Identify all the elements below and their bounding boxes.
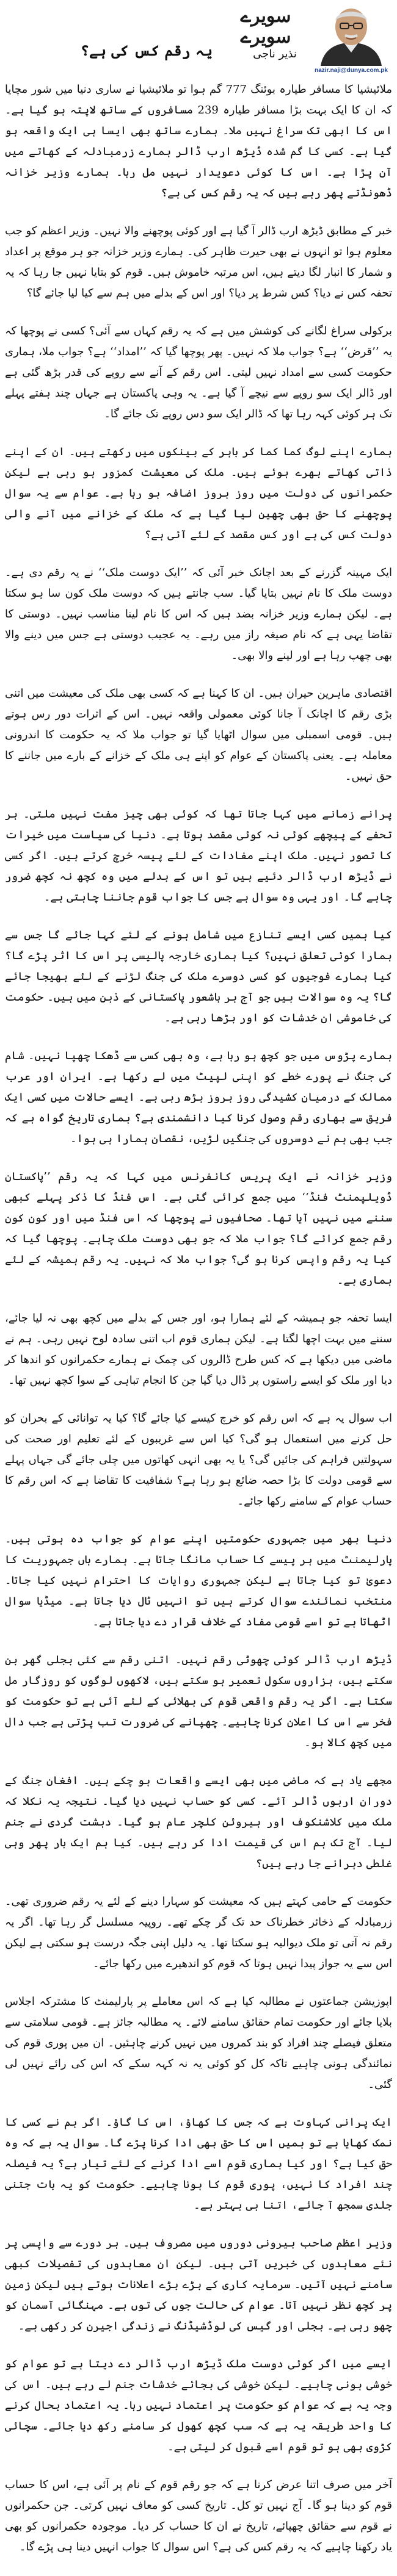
author-email[interactable]: nazir.naji@dunya.com.pk <box>315 67 388 74</box>
paragraph: خبر کے مطابق ڈیڑھ ارب ڈالر آ گیا ہے اور کوئی پوچھنے والا نہیں۔ وزیر اعظم کو جب معلوم ہوا تو انہوں نے بھی حیرت ظاہر کی۔ ہمارے وزیر خزانہ جو ہر موقع پر اعداد و شمار کا انبار لگا دیتے ہیں، اس مرتبہ خاموش ہیں۔ قوم کو بتایا نہیں جا رہا کہ یہ تحفہ کس نے دیا؟ کس شرط پر دیا؟ اور اس کے بدلے میں ہم سے کیا لیا جائے گا؟ <box>5 225 392 300</box>
paragraph: حکومت کے حامی کہتے ہیں کہ معیشت کو سہارا دینے کے لئے یہ رقم ضروری تھی۔ زرمبادلہ کے ذخائر خطرناک حد تک گر چکے تھے۔ روپیہ مسلسل گر رہا تھا۔ اگر یہ رقم نہ آتی تو ملک دیوالیہ ہو سکتا تھا۔ یہ دلیل اپنی جگہ درست ہو سکتی ہے لیکن اس سے یہ جواز پیدا نہیں ہوتا کہ قوم کو اندھیرے میں رکھا جائے۔ <box>5 1895 392 1970</box>
paragraph: دنیا بھر میں جمہوری حکومتیں اپنے عوام کو جواب دہ ہوتی ہیں۔ پارلیمنٹ میں ہر پیسے کا حساب مانگا جاتا ہے۔ ہمارے ہاں جمہوریت کا دعویٰ تو کیا جاتا ہے لیکن جمہوری روایات کا احترام نہیں کیا جاتا۔ منتخب نمائندے سوال کرتے ہیں تو انہیں ٹال دیا جاتا ہے۔ میڈیا سوال اٹھاتا ہے تو اسے قومی مفاد کے خلاف قرار دے دیا جاتا ہے۔ <box>5 1533 392 1628</box>
paragraph: برکولی سراغ لگانے کی کوشش میں ہے کہ یہ رقم کہاں سے آئی؟ کسی نے پوچھا کہ یہ ’’قرض‘‘ ہے؟ جواب ملا کہ نہیں۔ پھر پوچھا گیا کہ ’’امداد‘‘ ہے؟ جواب ملا، ہماری حکومت کسی سے امداد نہیں لیتی۔ اس رقم کے آنے سے روپے کی قدر بڑھ گئی ہے اور ڈالر ایک سو روپے سے نیچے آ گیا ہے۔ یہ وہی پاکستان ہے جہاں چند ہفتے پہلے تک ہر کوئی کہہ رہا تھا کہ ڈالر ایک سو دس روپے تک جائے گا۔ <box>5 325 392 420</box>
paragraph: ایسے میں اگر کوئی دوست ملک ڈیڑھ ارب ڈالر دے دیتا ہے تو عوام کو خوشی ہونی چاہیے۔ لیکن خوشی کی بجائے خدشات جنم لے رہے ہیں۔ اس کی وجہ یہ ہے کہ عوام کو حکومت پر اعتماد نہیں رہا۔ یہ اعتماد بحال کرنے کا واحد طریقہ یہ ہے کہ سب کچھ کھول کر سامنے رکھ دیا جائے۔ سچائی کڑوی بھی ہو تو قوم اسے قبول کر لیتی ہے۔ <box>5 2358 392 2453</box>
paragraph: پرانے زمانے میں کہا جاتا تھا کہ کوئی بھی چیز مفت نہیں ملتی۔ ہر تحفے کے پیچھے کوئی نہ کوئی مقصد ہوتا ہے۔ دنیا کی سیاست میں خیرات کا تصور نہیں۔ ملک اپنے مفادات کے لئے پیسہ خرچ کرتے ہیں۔ اگر کسی نے ڈیڑھ ارب ڈالر دئیے ہیں تو اس کے بدلے میں وہ کچھ نہ کچھ ضرور چاہے گا۔ اور یہی وہ سوال ہے جس کا جواب قوم جاننا چاہتی ہے۔ <box>5 808 392 904</box>
paragraph: اب سوال یہ ہے کہ اس رقم کو خرچ کیسے کیا جائے گا؟ کیا یہ توانائی کے بحران کو حل کرنے میں استعمال ہو گی؟ کیا اس سے غریبوں کے لئے تعلیم اور صحت کی سہولتیں فراہم کی جائیں گی؟ یا یہ بھی انہی کھاتوں میں چلی جائے گی جہاں پہلے سے قومی دولت کا بڑا حصہ ضائع ہو رہا ہے؟ شفافیت کا تقاضا ہے کہ اس رقم کا حساب عوام کے سامنے رکھا جائے۔ <box>5 1412 392 1508</box>
column-brand <box>226 6 305 48</box>
paragraph: آخر میں صرف اتنا عرض کرنا ہے کہ جو رقم قوم کے نام پر آئی ہے، اس کا حساب قوم کو دینا ہو گا۔ آج نہیں تو کل۔ تاریخ کسی کو معاف نہیں کرتی۔ جن حکمرانوں نے قوم سے حقائق چھپائے، تاریخ نے ان کا حساب کر دیا۔ موجودہ حکمرانوں کو بھی یاد رکھنا چاہیے کہ یہ رقم کس کی ہے؟ اس سوال کا جواب انہیں دینا ہی پڑے گا۔ <box>5 2478 392 2553</box>
column-header <box>0 0 397 68</box>
paragraph: ہمارے اپنے لوگ کما کما کر باہر کے بینکوں میں رکھتے ہیں۔ ان کے اپنے ذاتی کھاتے بھرے ہوئے ہیں۔ ملک کی معیشت کمزور ہو رہی ہے لیکن حکمرانوں کی دولت میں روز بروز اضافہ ہو رہا ہے۔ عوام سے یہ سوال پوچھنے کا حق بھی چھین لیا گیا ہے کہ ملک کے خزانے میں آنے والی دولت کس کی ہے اور کس مقصد کے لئے آئی ہے؟ <box>5 445 392 541</box>
paragraph: وزیر اعظم صاحب بیرونی دوروں میں مصروف ہیں۔ ہر دورے سے واپسی پر نئے معاہدوں کی خبریں آتی ہیں۔ لیکن ان معاہدوں کی تفصیلات کبھی سامنے نہیں آتیں۔ سرمایہ کاری کے بڑے بڑے اعلانات ہوتے ہیں لیکن زمین پر کچھ نظر نہیں آتا۔ عوام کی حالت جوں کی توں ہے۔ مہنگائی آسمان کو چھو رہی ہے۔ بجلی اور گیس کی لوڈشیڈنگ نے زندگی اجیرن کر رکھی ہے۔ <box>5 2237 392 2333</box>
author-photo <box>308 2 394 66</box>
paragraph: وزیر خزانہ نے ایک پریس کانفرنس میں کہا کہ یہ رقم ’’پاکستان ڈویلپمنٹ فنڈ‘‘ میں جمع کرائی گئی ہے۔ اس فنڈ کا ذکر پہلے کبھی سننے میں نہیں آیا تھا۔ صحافیوں نے پوچھا کہ اس فنڈ میں اور کون کون رقم جمع کرائے گا؟ جواب ملا کہ جو بھی دوست ملک چاہے۔ پوچھا گیا کہ کیا یہ رقم واپس کرنا ہو گی؟ جواب ملا کہ نہیں۔ یہ رقم ہمیشہ کے لئے ہماری ہے۔ <box>5 1170 392 1287</box>
paragraph: ایک مہینہ گزرنے کے بعد اچانک خبر آئی کہ ’’ایک دوست ملک‘‘ نے یہ رقم دی ہے۔ دوست ملک کا نام نہیں بتایا گیا۔ سب جانتے ہیں کہ دوست ملک کون سا ہو سکتا ہے۔ لیکن ہمارے وزیر خزانہ بضد ہیں کہ اس کا نام لینا مناسب نہیں۔ دوستی کا تقاضا یہی ہے کہ نام صیغہ راز میں رہے۔ یہ عجیب دوستی ہے جس میں دینے والا بھی چھپ رہا ہے اور لینے والا بھی۔ <box>5 566 392 662</box>
author-portrait-icon <box>308 2 394 66</box>
paragraph: اقتصادی ماہرین حیران ہیں۔ ان کا کہنا ہے کہ کسی بھی ملک کی معیشت میں اتنی بڑی رقم کا اچانک آ جانا کوئی معمولی واقعہ نہیں۔ اس کے اثرات دور رس ہوتے ہیں۔ قومی اسمبلی میں سوال اٹھایا گیا تو جواب ملا کہ یہ حکومت کا اندرونی معاملہ ہے۔ یعنی پاکستان کے عوام کو اپنے ہی ملک کے خزانے کے بارے میں جاننے کا حق نہیں۔ <box>5 687 392 783</box>
paragraph: اپوزیشن جماعتوں نے مطالبہ کیا ہے کہ اس معاملے پر پارلیمنٹ کا مشترکہ اجلاس بلایا جائے اور حکومت تمام حقائق سامنے لائے۔ یہ مطالبہ جائز ہے۔ قومی سلامتی سے متعلق فیصلے چند افراد کو بند کمروں میں نہیں کرنے چاہئیں۔ ان میں پوری قوم کی نمائندگی ہونی چاہیے تاکہ کل کو کوئی یہ نہ کہہ سکے کہ اس کی رائے نہیں لی گئی۔ <box>5 1995 392 2091</box>
article-body <box>5 79 392 2575</box>
page-title: یہ رقم کس کی ہے؟ <box>80 41 213 59</box>
paragraph: کیا ہمیں کسی ایسے تنازع میں شامل ہونے کے لئے کہا جائے گا جس سے ہمارا کوئی تعلق نہیں؟ کیا ہماری خارجہ پالیسی پر اس کا اثر پڑے گا؟ کیا ہمارے فوجیوں کو کسی دوسرے ملک کی جنگ لڑنے کے لئے بھیجا جائے گا؟ یہ وہ سوالات ہیں جو آج ہر باشعور پاکستانی کے ذہن میں ہیں۔ حکومت کی خاموشی ان خدشات کو اور بڑھا رہی ہے۔ <box>5 929 392 1024</box>
brand-line-2: سویرے <box>240 26 291 48</box>
paragraph: ایسا تحفہ جو ہمیشہ کے لئے ہمارا ہو، اور جس کے بدلے میں کچھ بھی نہ لیا جائے، سننے میں بہت اچھا لگتا ہے۔ لیکن ہماری قوم اب اتنی سادہ لوح نہیں رہی۔ ہم نے ماضی میں دیکھا ہے کہ کس طرح ڈالروں کی چمک نے ہمارے حکمرانوں کو اندھا کر دیا اور ملک کو ایسے راستوں پر ڈال دیا گیا جن کا انجام تباہی کے سوا کچھ نہیں تھا۔ <box>5 1312 392 1387</box>
paragraph: ڈیڑھ ارب ڈالر کوئی چھوٹی رقم نہیں۔ اتنی رقم سے کئی بجلی گھر بن سکتے ہیں، ہزاروں سکول تعمیر ہو سکتے ہیں، لاکھوں لوگوں کو روزگار مل سکتا ہے۔ اگر یہ رقم واقعی قوم کی بھلائی کے لئے آئی ہے تو حکومت کو فخر سے اس کا اعلان کرنا چاہیے۔ چھپانے کی ضرورت تب پڑتی ہے جب دال میں کچھ کالا ہو۔ <box>5 1653 392 1749</box>
paragraph: مجھے یاد ہے کہ ماضی میں بھی ایسے واقعات ہو چکے ہیں۔ افغان جنگ کے دوران اربوں ڈالر آئے۔ کسی کو حساب نہیں دیا گیا۔ نتیجہ یہ نکلا کہ ملک میں کلاشنکوف اور ہیروئن کلچر عام ہو گیا۔ دہشت گردی نے جنم لیا۔ آج تک ہم اس کی قیمت ادا کر رہے ہیں۔ کیا ہم ایک بار پھر وہی غلطی دہرانے جا رہے ہیں؟ <box>5 1774 392 1870</box>
paragraph: ملائیشیا کا مسافر طیارہ بوئنگ 777 گم ہوا تو ملائیشیا نے ساری دنیا میں شور مچایا کہ ان کا ایک بہت بڑا مسافر طیارہ 239 مسافروں کے ساتھ لاپتہ ہو گیا ہے۔ اس کا ابھی تک سراغ نہیں ملا۔ ہمارے ساتھ بھی ایسا ہی ایک واقعہ ہو گیا ہے۔ کسی کا گم شدہ ڈیڑھ ارب ڈالر ہمارے زرمبادلہ کے کھاتے میں آن پڑا ہے۔ اس کا کوئی دعویدار نہیں مل رہا۔ ہمارے وزیر خزانہ ڈھونڈتے پھر رہے ہیں کہ یہ رقم کس کی ہے؟ <box>5 83 392 200</box>
paragraph: ہمارے پڑوس میں جو کچھ ہو رہا ہے، وہ بھی کسی سے ڈھکا چھپا نہیں۔ شام کی جنگ نے پورے خطے کو اپنی لپیٹ میں لے رکھا ہے۔ ایران اور عرب ممالک کے درمیان کشیدگی روز بروز بڑھ رہی ہے۔ ایسے حالات میں کسی ایک فریق سے بھاری رقم وصول کرنا کیا دانشمندی ہے؟ ہماری تاریخ گواہ ہے کہ جب بھی ہم نے دوسروں کی جنگیں لڑیں، نقصان ہمارا ہی ہوا۔ <box>5 1049 392 1145</box>
paragraph: ایک پرانی کہاوت ہے کہ جس کا کھاؤ، اس کا گاؤ۔ اگر ہم نے کسی کا نمک کھایا ہے تو ہمیں اس کا حق بھی ادا کرنا پڑے گا۔ سوال یہ ہے کہ وہ حق کیا ہے؟ اور کیا ہماری قوم اسے ادا کرنے کے لئے تیار ہے؟ یہ فیصلہ چند افراد کا نہیں، پوری قوم کا ہونا چاہیے۔ حکومت کو یہ بات جتنی جلدی سمجھ آ جائے، اتنا ہی بہتر ہے۔ <box>5 2116 392 2212</box>
author-name: نذیر ناجی <box>253 48 297 60</box>
brand-line-1: سویرے <box>240 5 291 27</box>
